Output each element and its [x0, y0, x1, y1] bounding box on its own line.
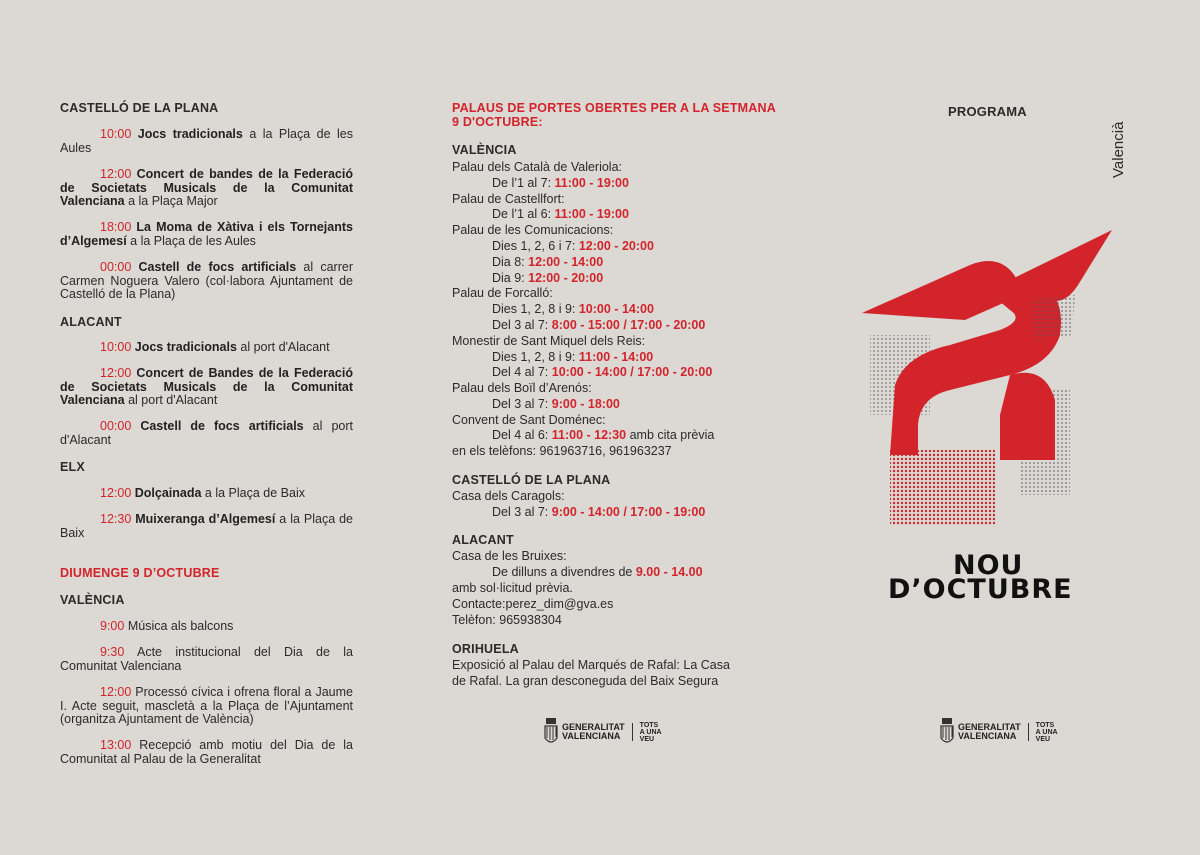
tots-1: TOTS: [639, 721, 659, 729]
event-item: [60, 487, 353, 501]
event-time: 9:30: [100, 645, 125, 659]
event-item: [60, 620, 353, 634]
language-vertical: Valencià: [1110, 121, 1127, 178]
event-location: al port d'Alacant: [60, 419, 353, 447]
coat-of-arms-icon: [940, 718, 954, 746]
bruixes-request: amb sol·licitud prèvia.: [452, 581, 573, 595]
orihuela-line-1: Exposició al Palau del Marqués de Rafal: La Casa: [452, 658, 730, 672]
alacant-heading: ALACANT: [452, 533, 514, 547]
event-name: Concert de bandes de la Federació de Societats Musicals de la Comunitat Valenciana: [60, 167, 353, 208]
event-item: [60, 221, 353, 248]
palau-hours: Dia 8: 12:00 - 14:00: [492, 254, 604, 269]
elx-title: ELX: [60, 460, 85, 474]
event-item: [60, 646, 353, 673]
orihuela-line-2: de Rafal. La gran desconeguda del Baix Segura: [452, 674, 719, 688]
castello-title: CASTELLÓ DE LA PLANA: [60, 101, 219, 115]
palau-hours: Del 4 al 7: 10:00 - 14:00 / 17:00 - 20:00: [492, 365, 713, 380]
event-location: al port d'Alacant: [124, 393, 218, 407]
event-time: 00:00: [100, 260, 132, 274]
event-time: 9:00: [100, 619, 125, 633]
event-name: Jocs tradicionals: [137, 127, 243, 141]
event-name: Dolçainada: [134, 486, 202, 500]
event-name: Concert de Bandes de la Federació de Societats Musicals de la Comunitat Valenciana: [60, 366, 353, 407]
caragols-hours: Del 3 al 7: 9:00 - 14:00 / 17:00 - 19:00: [492, 505, 706, 519]
nou-title: NOU: [953, 550, 1024, 581]
generalitat-logo-cover: [940, 718, 1058, 746]
event-time: 13:00: [100, 738, 132, 752]
palau-hours: Dia 9: 12:00 - 20:00: [492, 270, 604, 285]
nou-doctubre-graphic: [860, 225, 1120, 535]
palau-name: Convent de Sant Doménec:: [452, 412, 606, 427]
event-item: [60, 420, 353, 447]
palau-hours: Dies 1, 2, 6 i 7: 12:00 - 20:00: [492, 239, 654, 253]
event-location: a la Plaça de Baix: [60, 512, 353, 540]
bruixes-phone: Telèfon: 965938304: [452, 613, 562, 627]
tots-2: A UNA: [639, 728, 662, 736]
event-time: 00:00: [100, 419, 132, 433]
bruixes-contact[interactable]: Contacte:perez_dim@gva.es: [452, 597, 614, 611]
sunday-title: DIUMENGE 9 D’OCTUBRE: [60, 566, 220, 580]
logo-line-2: VALENCIANA: [562, 731, 621, 741]
coat-of-arms-icon: [544, 718, 558, 746]
palau-name: Palau dels Català de Valeriola:: [452, 160, 623, 174]
generalitat-logo: [544, 718, 662, 746]
event-item: [60, 686, 353, 727]
palaus-title-1: PALAUS DE PORTES OBERTES PER A LA SETMANA: [452, 101, 776, 115]
domenec-phones: en els telèfons: 961963716, 961963237: [452, 444, 672, 458]
event-name: Muixeranga d’Algemesí: [135, 512, 276, 526]
event-time: 12:00: [100, 685, 132, 699]
event-item: [60, 168, 353, 209]
valencia-title: VALÈNCIA: [60, 593, 125, 607]
tots-1: TOTS: [1035, 721, 1055, 729]
programa-label: PROGRAMA: [948, 104, 1027, 119]
event-name: Castell de focs artificials: [138, 260, 297, 274]
event-time: 12:30: [100, 512, 132, 526]
event-location: Recepció amb motiu del Dia de la Comunitat al Palau de la Generalitat: [60, 738, 353, 766]
orihuela-heading: ORIHUELA: [452, 642, 519, 656]
palau-hours: Dies 1, 2, 8 i 9: 11:00 - 14:00: [492, 349, 654, 364]
palau-hours: De l’1 al 7: 11:00 - 19:00: [492, 175, 629, 190]
palau-name: Palau de Forcalló:: [452, 286, 553, 301]
tots-2: A UNA: [1035, 728, 1058, 736]
caragols-name: Casa dels Caragols:: [452, 489, 565, 503]
tots-3: VEU: [1035, 735, 1051, 743]
event-location: a la Plaça de Baix: [201, 486, 305, 500]
event-location: al carrer Carmen Noguera Valero (col·labora Ajuntament de Castelló de la Plana): [60, 260, 353, 301]
palau-hours: Del 3 al 7: 8:00 - 15:00 / 17:00 - 20:00: [492, 318, 706, 332]
event-time: 10:00: [100, 127, 132, 141]
event-time: 12:00: [100, 366, 132, 380]
palau-name: Palau dels Boïl d’Arenós:: [452, 381, 592, 396]
logo-line-1: GENERALITAT: [958, 722, 1021, 732]
palaus-title-2: 9 D'OCTUBRE:: [452, 115, 543, 129]
event-name: Castell de focs artificials: [140, 419, 304, 433]
palau-hours: Del 3 al 7: 9:00 - 18:00: [492, 397, 620, 411]
bruixes-hours: De dilluns a divendres de 9.00 - 14.00: [492, 565, 703, 579]
event-time: 12:00: [100, 486, 132, 500]
event-name: Jocs tradicionals: [134, 340, 237, 354]
event-location: Acte institucional del Dia de la Comunitat Valenciana: [60, 645, 353, 673]
event-item: [60, 367, 353, 408]
logo-line-2: VALENCIANA: [958, 731, 1017, 741]
palau-name: Palau de les Comunicacions:: [452, 223, 614, 238]
event-item: [60, 261, 353, 302]
logo-divider: [632, 723, 633, 741]
tots-3: VEU: [639, 735, 655, 743]
palau-hours: De l’1 al 6: 11:00 - 19:00: [492, 207, 629, 222]
valencia-heading: VALÈNCIA: [452, 143, 517, 157]
octubre-title: D’OCTUBRE: [888, 574, 1073, 605]
event-location: a la Plaça de les Aules: [60, 127, 354, 155]
event-location: Processó cívica i ofrena floral a Jaume I. Acte seguit, mascletà a la Plaça de l’Ajuntament (organitza Ajuntament de València): [60, 685, 353, 726]
castello-heading: CASTELLÓ DE LA PLANA: [452, 473, 611, 487]
bruixes-name: Casa de les Bruixes:: [452, 549, 567, 563]
event-location: al port d'Alacant: [236, 340, 330, 354]
logo-line-1: GENERALITAT: [562, 722, 625, 732]
palau-hours: Dies 1, 2, 8 i 9: 10:00 - 14:00: [492, 302, 654, 317]
palau-name: Palau de Castellfort:: [452, 191, 565, 206]
event-item: [60, 513, 353, 540]
event-time: 10:00: [100, 340, 132, 354]
domenec-line: Del 4 al 6: 11:00 - 12:30 amb cita prèvia: [492, 428, 715, 442]
event-location: a la Plaça Major: [124, 194, 218, 208]
logo-divider: [1028, 723, 1029, 741]
event-name: La Moma de Xàtiva i els Tornejants d’Algemesí: [60, 220, 353, 248]
event-location: a la Plaça de les Aules: [126, 233, 256, 248]
event-item: [60, 341, 353, 355]
event-time: 18:00: [100, 220, 132, 234]
alacant-title: ALACANT: [60, 315, 122, 329]
event-time: 12:00: [100, 167, 132, 181]
event-item: [60, 739, 353, 766]
event-item: [60, 128, 353, 155]
palau-name: Monestir de Sant Miquel dels Reis:: [452, 333, 646, 348]
event-location: Música als balcons: [127, 619, 234, 633]
